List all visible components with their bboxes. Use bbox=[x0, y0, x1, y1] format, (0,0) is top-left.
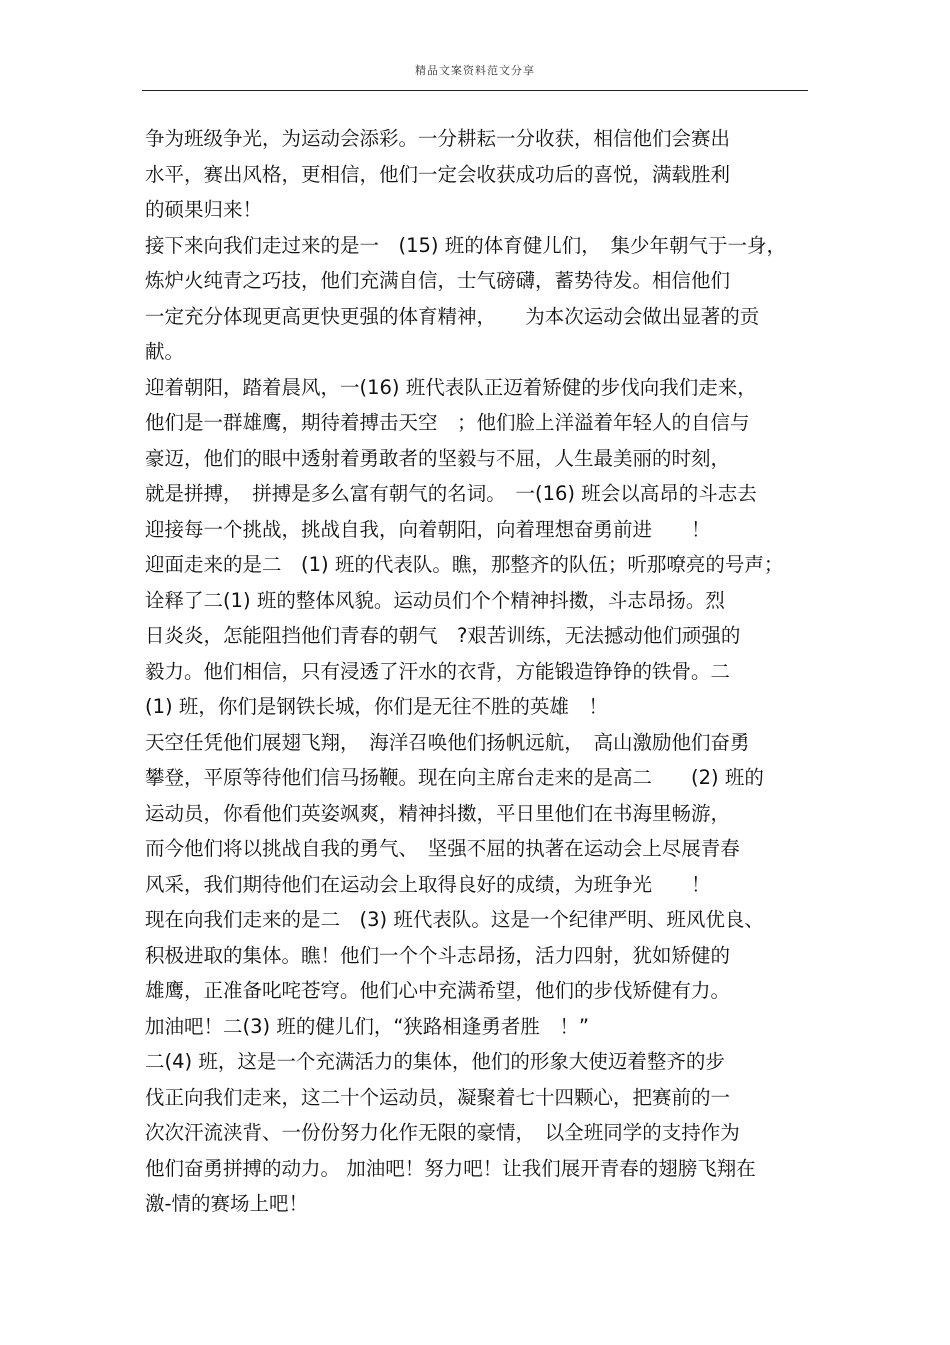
text-line: 天空任凭他们展翅飞翔， 海洋召唤他们扬帆远航， 高山激励他们奋勇 bbox=[145, 730, 750, 754]
text-line: 伐正向我们走来，这二十个运动员，凝聚着七十四颗心，把赛前的一 bbox=[145, 1085, 731, 1109]
text-line: (1) 班，你们是钢铁长城，你们是无往不胜的英雄 ！ bbox=[145, 695, 608, 718]
header-divider bbox=[142, 90, 808, 91]
text-line: 迎接每一个挑战，挑战自我，向着朝阳，向着理想奋勇前进 ！ bbox=[145, 517, 711, 541]
text-line: 现在向我们走来的是二 (3) 班代表队。这是一个纪律严明、班风优良、 bbox=[145, 908, 764, 931]
text-line: 争为班级争光，为运动会添彩。一分耕耘一分收获，相信他们会赛出 bbox=[145, 127, 731, 150]
text-line: 的硕果归来！ bbox=[145, 198, 263, 221]
text-line: 毅力。他们相信，只有浸透了汗水的衣背，方能锻造铮铮的铁骨。二 bbox=[145, 659, 731, 683]
text-line: 他们是一群雄鹰，期待着搏击天空 ；他们脸上洋溢着年轻人的自信与 bbox=[145, 411, 750, 434]
text-line: 风采，我们期待他们在运动会上取得良好的成绩，为班争光 ！ bbox=[145, 872, 711, 896]
text-line: 一定充分体现更高更快更强的体育精神， 为本次运动会做出显著的贡 bbox=[145, 304, 760, 328]
text-line: 激-情的赛场上吧！ bbox=[145, 1192, 309, 1215]
text-line: 诠释了二(1) 班的整体风貌。运动员们个个精神抖擞，斗志昂扬。烈 bbox=[145, 588, 725, 612]
text-line: 献。 bbox=[145, 340, 185, 363]
document-body bbox=[145, 121, 820, 1222]
text-line: 迎面走来的是二 (1) 班的代表队。瞧，那整齐的队伍；听那嘹亮的号声； bbox=[145, 553, 784, 576]
text-line: 炼炉火纯青之巧技，他们充满自信，士气磅礴，蓄势待发。相信他们 bbox=[145, 269, 731, 292]
text-line: 攀登，平原等待他们信马扬鞭。现在向主席台走来的是高二 (2) 班的 bbox=[145, 766, 764, 789]
text-line: 加油吧！二(3) 班的健儿们，“狭路相逢勇者胜 ！” bbox=[145, 1014, 590, 1038]
text-line: 接下来向我们走过来的是一 (15) 班的体育健儿们， 集少年朝气于一身， bbox=[145, 233, 786, 257]
text-line: 雄鹰，正准备叱咤苍穹。他们心中充满希望，他们的步伐矫健有力。 bbox=[145, 979, 731, 1002]
text-line: 而今他们将以挑战自我的勇气、 坚强不屈的执著在运动会上尽展青春 bbox=[145, 837, 740, 860]
text-line: 二(4) 班，这是一个充满活力的集体，他们的形象大使迈着整齐的步 bbox=[145, 1050, 725, 1073]
page-header: 精品文案资料范文分享 bbox=[415, 64, 535, 77]
text-line: 运动员，你看他们英姿飒爽，精神抖擞，平日里他们在书海里畅游， bbox=[145, 801, 731, 825]
text-line: 水平，赛出风格，更相信，他们一定会收获成功后的喜悦，满载胜利 bbox=[145, 162, 731, 186]
text-line: 日炎炎，怎能阻挡他们青春的朝气 ?艰苦训练，无法撼动他们顽强的 bbox=[145, 624, 741, 647]
text-line: 次次汗流浃背、一份份努力化作无限的豪情， 以全班同学的支持作为 bbox=[145, 1121, 740, 1144]
text-line: 就是拼搏， 拼搏是多么富有朝气的名词。 一(16) 班会以高昂的斗志去 bbox=[145, 482, 757, 505]
text-line: 他们奋勇拼搏的动力。 加油吧！努力吧！让我们展开青春的翅膀飞翔在 bbox=[145, 1156, 756, 1180]
text-line: 积极进取的集体。瞧！他们一个个斗志昂扬，活力四射，犹如矫健的 bbox=[145, 943, 731, 967]
text-line: 迎着朝阳，踏着晨风，一(16) 班代表队正迈着矫健的步伐向我们走来， bbox=[145, 375, 757, 399]
text-line: 豪迈，他们的眼中透射着勇敢者的坚毅与不屈，人生最美丽的时刻， bbox=[145, 446, 731, 470]
